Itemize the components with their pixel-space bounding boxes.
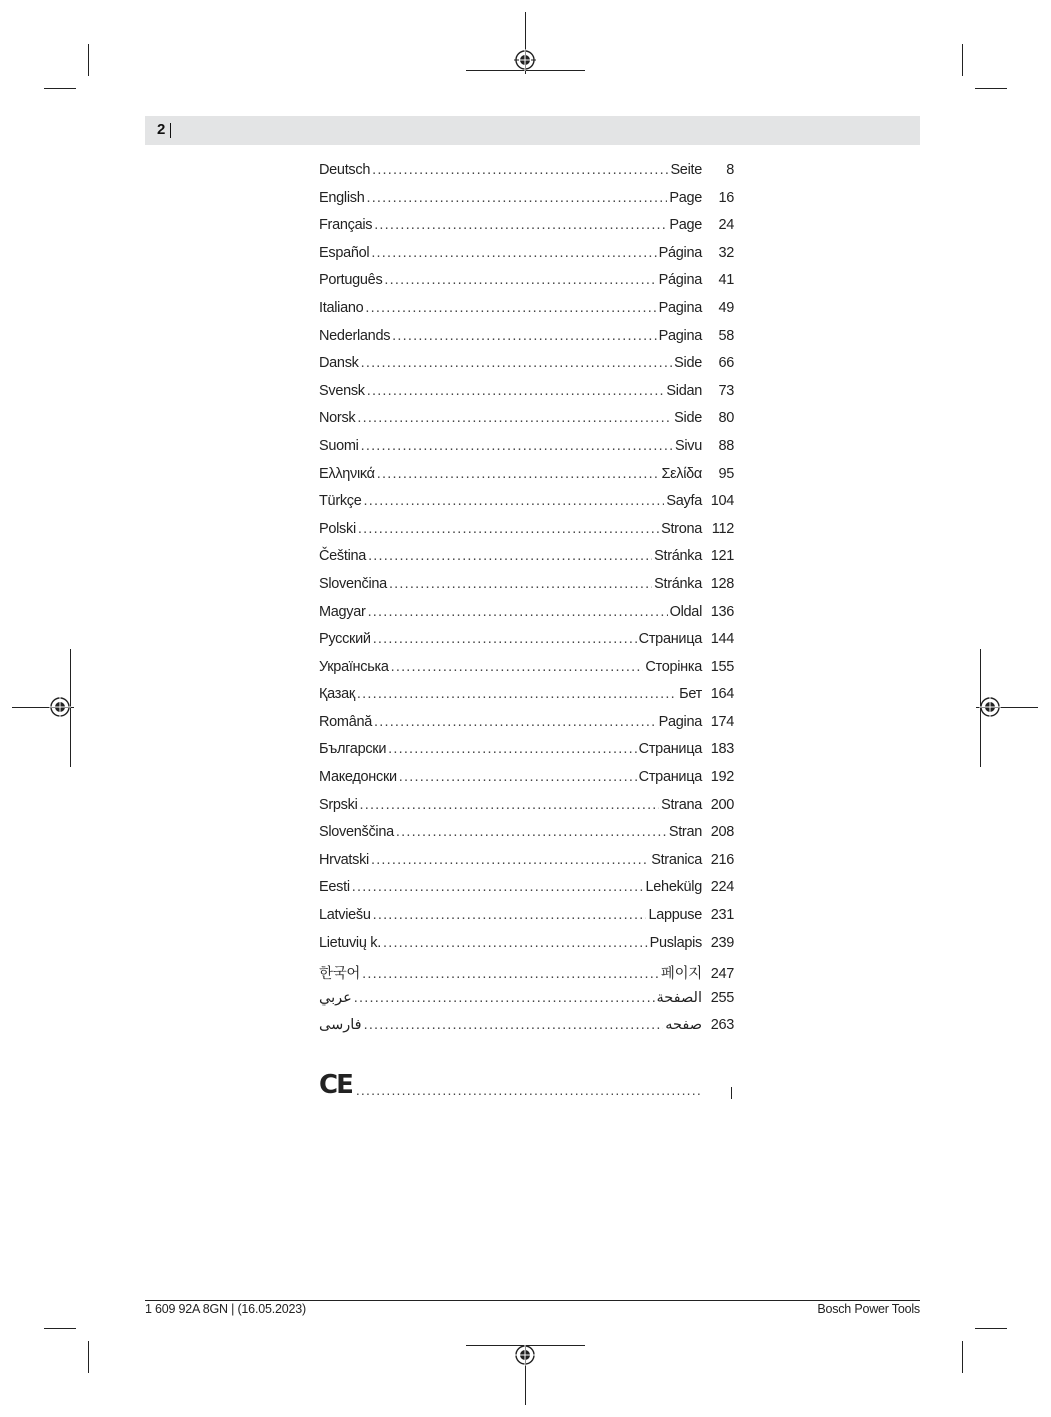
toc-page-number: 66 [718,355,734,372]
toc-row [319,521,734,549]
toc-row [319,328,734,356]
crop-mark [44,88,76,89]
toc-leader-dots [357,686,677,702]
toc-language: Magyar [319,603,366,620]
toc-page-number: 8 [726,162,734,178]
brand-name: Bosch Power Tools [817,1302,920,1316]
toc-language: Svensk [319,382,365,399]
toc-page-number: 121 [710,548,734,565]
toc-row [319,907,734,935]
toc-language: Nederlands [319,327,391,344]
toc-language: Български [319,741,387,758]
toc-row [319,576,734,604]
ce-page-separator [731,1087,732,1099]
toc-language: Português [319,272,383,289]
toc-page-word: Página [658,272,702,289]
toc-page-word: Sidan [666,382,702,399]
toc-page-word: Side [674,410,702,427]
toc-page-number: 200 [710,796,734,813]
toc-row [319,962,734,990]
toc-page-word: Sivu [674,437,702,454]
toc-row [319,438,734,466]
toc-language: Español [319,244,370,261]
toc-language: Eesti [319,879,350,896]
toc-page-word: Seite [670,162,702,178]
crop-mark [975,1328,1007,1329]
crop-mark [88,44,89,76]
toc-language: Lietuvių k. [319,934,381,951]
toc-page-number: 112 [711,520,734,537]
toc-page-word: Pagina [658,299,702,316]
toc-row [319,217,734,245]
toc-language: Italiano [319,299,364,316]
toc-page-word: Бет [679,686,702,703]
toc-leader-dots [352,879,644,895]
toc-language: Русский [319,631,371,648]
toc-leader-dots [372,162,668,178]
toc-page-word: Page [669,217,702,234]
toc-page-word: Σελίδα [661,465,702,482]
toc-row [319,714,734,742]
page-number-separator [170,123,171,138]
toc-page-word: Pagina [658,327,702,344]
footer-rule [145,1300,920,1301]
toc-page-number: 95 [718,465,734,482]
toc-row [319,300,734,328]
toc-leader-dots [384,272,656,288]
toc-leader-dots [360,797,660,813]
ce-entry [319,1068,734,1098]
toc-language: Dansk [319,355,359,372]
toc-page-number: 80 [718,410,734,427]
ce-mark-icon: CE [319,1070,352,1100]
toc-leader-dots [392,328,656,344]
toc-row [319,797,734,825]
toc-page-number: 73 [718,382,734,399]
toc-page-word: Strana [661,796,702,813]
toc-language: Deutsch [319,162,371,178]
toc-row [319,1017,734,1045]
toc-page-number: 16 [718,189,734,206]
toc-leader-dots [368,604,668,620]
toc-page-number: 192 [710,769,734,786]
toc-page-number: 24 [718,217,734,234]
toc-page-number: 239 [710,934,734,951]
toc-language: Polski [319,520,356,537]
toc-leader-dots [374,714,657,730]
toc-page-number: 58 [718,327,734,344]
toc-leader-dots [368,548,652,564]
toc-page-number: 255 [710,989,734,1006]
toc-row [319,493,734,521]
toc-leader-dots [357,410,672,426]
toc-row [319,466,734,494]
toc-page-number: 136 [710,603,734,620]
toc-leader-dots [391,659,644,675]
toc-page-number: 216 [710,851,734,868]
toc-page-number: 49 [718,299,734,316]
toc-language: Français [319,217,373,234]
toc-page-word: Oldal [669,603,702,620]
toc-page-word: Strona [661,520,702,537]
toc-row [319,741,734,769]
toc-language: Ελληνικά [319,465,375,482]
toc-page-word: Side [674,355,702,372]
toc-row [319,245,734,273]
toc-leader-dots [365,300,656,316]
toc-leader-dots [388,741,637,757]
toc-page-number: 104 [710,493,734,510]
toc-page-word: Страница [638,769,702,786]
toc-page-word: Page [669,189,702,206]
toc-row [319,879,734,907]
toc-page-number: 144 [710,631,734,648]
toc-language: Македонски [319,769,397,786]
toc-leader-dots [396,824,667,840]
crop-mark [975,88,1007,89]
toc-row [319,990,734,1018]
registration-target-icon [514,49,536,71]
page-number: 2 [157,121,166,138]
toc-page-word: Lehekülg [645,879,702,896]
toc-page-word: Страница [638,741,702,758]
table-of-contents [319,162,734,1045]
toc-language: Suomi [319,437,359,454]
toc-row [319,604,734,632]
toc-language: فارسی [319,1017,362,1034]
toc-page-number: 247 [710,966,734,983]
registration-target-icon [979,696,1001,718]
toc-page-word: Página [658,244,702,261]
toc-language: Čeština [319,548,367,565]
toc-page-number: 231 [710,907,734,924]
toc-language: English [319,189,365,206]
toc-leader-dots [366,190,667,206]
toc-page-word: صفحه [665,1017,702,1034]
toc-leader-dots [361,355,673,371]
toc-page-number: 32 [718,244,734,261]
toc-page-word: Sayfa [666,493,702,510]
crop-mark [962,44,963,76]
toc-language: عربي [319,989,352,1006]
toc-language: Srpski [319,796,358,813]
toc-leader-dots [362,966,659,982]
toc-leader-dots [354,990,655,1006]
toc-page-number: 128 [710,575,734,592]
toc-page-word: Сторінка [645,658,702,675]
toc-language: Türkçe [319,493,362,510]
toc-row [319,769,734,797]
toc-language: Қазақ [319,686,355,703]
toc-leader-dots [371,245,656,261]
toc-row [319,383,734,411]
toc-leader-dots [373,907,647,923]
toc-page-number: 183 [710,741,734,758]
toc-leader-dots [389,576,652,592]
toc-language: Slovenščina [319,824,394,841]
toc-page-word: Stran [668,824,702,841]
toc-page-word: Stranica [651,851,702,868]
toc-leader-dots [358,521,659,537]
toc-page-word: Stránka [654,575,702,592]
toc-language: 한국어 [319,966,361,983]
toc-page-number: 164 [710,686,734,703]
toc-leader-dots [371,852,649,868]
toc-language: Українська [319,658,389,675]
header-band [145,116,920,145]
toc-page-word: 페이지 [660,966,702,983]
toc-leader-dots [356,1082,701,1098]
toc-page-number: 155 [710,658,734,675]
toc-page-number: 41 [718,272,734,289]
toc-row [319,852,734,880]
toc-leader-dots [367,383,665,399]
toc-page-word: Pagina [658,713,702,730]
toc-page-word: Страница [638,631,702,648]
toc-language: Hrvatski [319,851,369,868]
toc-page-number: 208 [710,824,734,841]
toc-row [319,355,734,383]
toc-leader-dots [373,631,637,647]
toc-row [319,686,734,714]
toc-leader-dots [383,935,648,951]
toc-page-word: Puslapis [649,934,702,951]
toc-language: Română [319,713,373,730]
toc-row [319,272,734,300]
toc-row [319,631,734,659]
toc-page-number: 263 [710,1017,734,1034]
toc-leader-dots [364,493,665,509]
toc-leader-dots [374,217,667,233]
toc-page-number: 88 [718,437,734,454]
toc-row [319,548,734,576]
crop-mark [88,1341,89,1373]
toc-row [319,162,734,190]
registration-target-icon [49,696,71,718]
toc-leader-dots [361,438,673,454]
toc-row [319,824,734,852]
toc-page-number: 224 [710,879,734,896]
document-id: 1 609 92A 8GN | (16.05.2023) [145,1302,306,1316]
toc-leader-dots [364,1017,664,1033]
toc-page-word: Stránka [654,548,702,565]
toc-language: Norsk [319,410,356,427]
toc-row [319,410,734,438]
toc-leader-dots [399,769,637,785]
registration-target-icon [514,1344,536,1366]
toc-row [319,935,734,963]
toc-page-number: 174 [710,713,734,730]
toc-language: Latviešu [319,907,371,924]
toc-page-word: Lappuse [648,907,702,924]
toc-row [319,190,734,218]
toc-leader-dots [377,466,660,482]
crop-mark [962,1341,963,1373]
toc-row [319,659,734,687]
toc-page-word: الصفحة [656,989,702,1006]
toc-language: Slovenčina [319,575,387,592]
crop-mark [44,1328,76,1329]
